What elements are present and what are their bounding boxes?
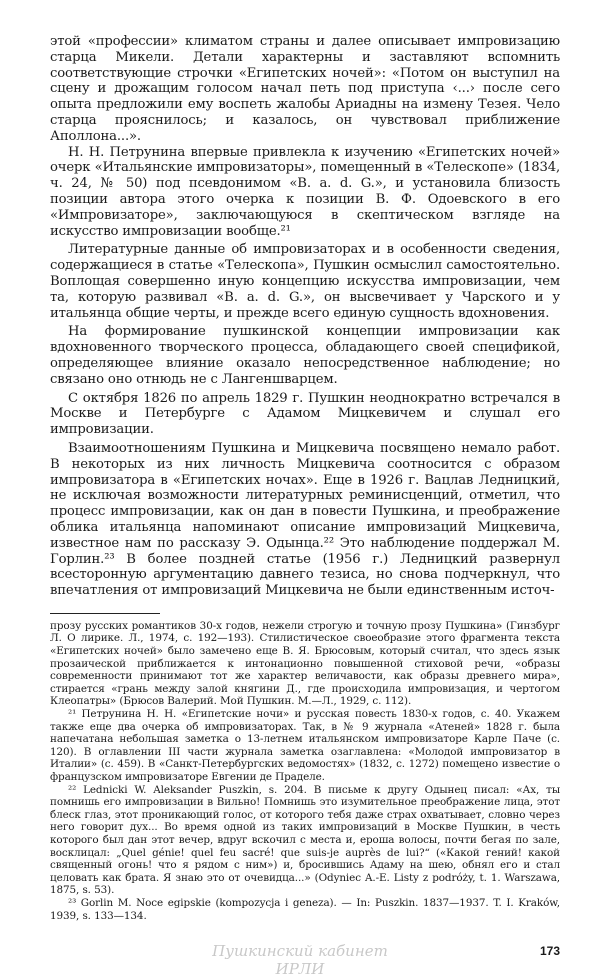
paragraph: На формирование пушкинской концепции импровизации как вдохновенного творческого процесса, обладающего своей спецификой, определяющее влияние оказало непосредственное наблюдение; но связано оно отнюдь не с Лангеншварцем. bbox=[50, 324, 560, 387]
paragraph: этой «профессии» климатом страны и далее описывает импровизацию старца Микели. Детали характерны и заставляют вспомнить соответствующие строчки «Египетских ночей»: «Потом он выступил на сцену и дрожащим голосом начал петь под приступа ‹...› после сего опыта предложили ему воспеть жалобы Ариадны на измену Тезея. Чело старца прояснилось; и казалось, он чувствовал приближение Аполлона...». bbox=[50, 34, 560, 144]
footnote: ²³ Gorlin M. Noce egipskie (kompozycja i geneza). — In: Puszkin. 1837—1937. T. I. Kraków, 1939, s. 133—134. bbox=[50, 896, 560, 922]
footnote: прозу русских романтиков 30-х годов, нежели строгую и точную прозу Пушкина» (Гинзбург Л. О лирике. Л., 1974, с. 192—193). Стилистическое своеобразие этого фрагмента текста «Египетских ночей» было замечено еще В. Я. Брюсовым, который считал, что здесь язык прозаической приближается к интонационно повышенной стиховой речи, «образы современности принимают тот же характер величавости, как образы древнего мира», стирается «грань между залой княгини Д., где происходила импровизация, и чертогом Клеопатры» (Брюсов Валерий. Мой Пушкин. М.—Л., 1929, с. 112). bbox=[50, 619, 560, 708]
footnotes bbox=[50, 620, 560, 922]
footnote: ²¹ Петрунина Н. Н. «Египетские ночи» и русская повесть 1830-х годов, с. 40. Укажем также еще два очерка об импровизаторах. Так, в № 9 журнала «Атеней» 1828 г. была напечатана небольшая заметка о 13-летнем итальянском импровизаторе Карле Паче (с. 120). В оглавлении III части журнала заметка озаглавлена: «Молодой импровизатор в Италии» (с. 459). В «Санкт-Петербургских ведомостях» (1832, с. 1272) помещено известие о французском импровизаторе Евгении де Праделе. bbox=[50, 708, 560, 784]
footnote-divider bbox=[50, 613, 160, 614]
footnote: ²² Lednicki W. Aleksander Puszkin, s. 204. В письме к другу Одынец писал: «Ах, ты помнишь его импровизации в Вильно! Помнишь это изумительное преображение лица, этот блеск глаз, этот проникающий голос, от которого тебя даже страх охватывает, словно через него говорит дух... Во время одной из таких импровизаций в Москве Пушкин, в честь которого был дан этот вечер, вдруг вскочил с места и, ероша волосы, почти бегая по зале, восклицал: „Quel génie! quel feu sacré! que suis-je auprès de lui?“ («Какой гений! какой священный огонь! что я рядом с ним») и, бросившись Адаму на шею, обнял его и стал целовать как брата. Я знаю это от очевидца...» (Odyniec A.-E. Listy z podróży, t. 1. Warszawa, 1875, s. 53). bbox=[50, 783, 560, 897]
main-text bbox=[50, 34, 560, 599]
library-watermark: Пушкинский кабинет ИРЛИ bbox=[212, 942, 388, 978]
page-number: 173 bbox=[539, 944, 560, 958]
paragraph: Н. Н. Петрунина впервые привлекла к изучению «Египетских ночей» очерк «Итальянские импровизаторы», помещенный в «Телескопе» (1834, ч. 24, № 50) под псевдонимом «В. a. d. G.», и установила близость позиции автора этого очерка к позиции В. Ф. Одоевского в его «Импровизаторе», заключающуюся в скептическом взгляде на искусство импровизации вообще.²¹ bbox=[50, 144, 560, 239]
paragraph: Литературные данные об импровизаторах и в особенности сведения, содержащиеся в статье «Телескопа», Пушкин осмыслил самостоятельно. Воплощая совершенно иную концепцию искусства импровизации, чем та, которую развивал «В. a. d. G.», он высвечивает у Чарского и у итальянца общие черты, и прежде всего единую сущность вдохновения. bbox=[50, 242, 560, 321]
paragraph: С октября 1826 по апрель 1829 г. Пушкин неоднократно встречался в Москве и Петербурге с Адамом Мицкевичем и слушал его импровизации. bbox=[50, 390, 560, 438]
document-page bbox=[50, 34, 560, 922]
paragraph: Взаимоотношениям Пушкина и Мицкевича посвящено немало работ. В некоторых из них личность Мицкевича соотносится с образом импровизатора в «Египетских ночах». Еще в 1926 г. Вацлав Ледницкий, не исключая возможности литературных реминисценций, отметил, что процесс импровизации, как он дан в повести Пушкина, и преображение облика итальянца напоминают описание импровизаций Мицкевича, известное нам по рассказу Э. Одынца.²² Это наблюдение поддержал М. Горлин.²³ В более поздней статье (1956 г.) Ледницкий развернул всесторонную аргументацию давнего тезиса, но снова подчеркнул, что впечатления от импровизаций Мицкевича не были единственным источ- bbox=[50, 440, 560, 599]
page-footer bbox=[50, 942, 560, 978]
